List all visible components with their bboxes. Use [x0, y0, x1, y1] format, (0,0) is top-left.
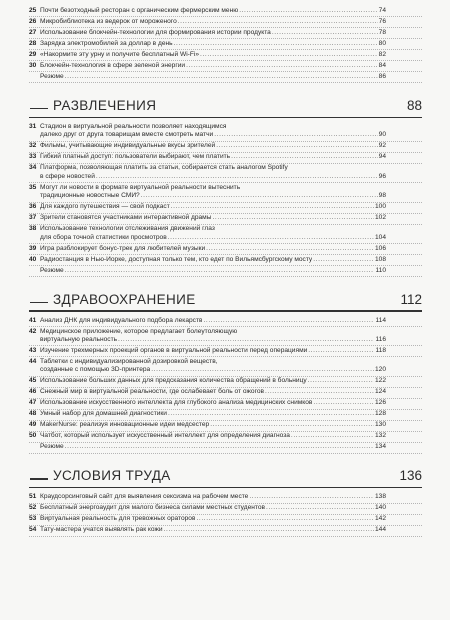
entry-page-number: 98 [378, 192, 386, 200]
entry-number: 50 [29, 432, 37, 440]
toc-entry[interactable] [29, 358, 386, 375]
entry-title: Стадион в виртуальной реальности позволяет находящимся [40, 123, 227, 130]
dot-leader [308, 377, 374, 385]
dot-leader [210, 421, 374, 429]
entry-title-line [40, 267, 386, 275]
entry-page-number: 80 [378, 40, 386, 47]
entry-page-number: 86 [378, 73, 386, 80]
entry-title-line [40, 51, 386, 59]
entry-page-number: 138 [374, 493, 386, 501]
dot-leader [141, 192, 378, 200]
entry-number: 33 [29, 153, 37, 161]
entry-title: Использование блокчейн-технологии для формирования истории продукта [40, 29, 271, 36]
dot-leader [186, 62, 378, 70]
dot-leader [196, 515, 374, 523]
entry-title-line [40, 164, 386, 172]
entry-title-line [40, 153, 386, 161]
dot-leader [272, 29, 378, 37]
entry-number: 27 [29, 29, 37, 36]
section-heading[interactable] [29, 98, 422, 118]
entry-title-line [40, 225, 386, 233]
section-title: УСЛОВИЯ ТРУДА [53, 468, 171, 484]
entry-page-number: 114 [375, 316, 386, 324]
entry-page-number: 140 [374, 504, 386, 512]
toc-entry[interactable] [29, 164, 386, 181]
entry-number: 53 [29, 515, 37, 523]
toc-entry[interactable] [29, 18, 386, 26]
entry-title-line [40, 399, 386, 407]
entry-title-line [40, 347, 386, 355]
dot-leader [171, 203, 374, 211]
entry-page-number: 110 [375, 266, 386, 274]
entry-title: Использование технологии отслеживания движений глаз [40, 225, 215, 233]
entry-title-line [40, 214, 386, 222]
entry-number: 49 [29, 421, 37, 429]
entry-number: 51 [29, 493, 37, 501]
entry-number: 29 [29, 51, 37, 58]
dot-leader [212, 214, 374, 222]
entry-title: Микробиблиотека из ведерок от мороженого [40, 18, 177, 25]
entry-number: 35 [29, 183, 37, 191]
entry-title: MakerNurse: реализуя инновационные идеи медсестер [40, 421, 210, 429]
dot-leader [164, 526, 374, 534]
toc-entry[interactable] [29, 316, 386, 325]
entry-page-number: 120 [374, 366, 386, 374]
entry-title: Медицинское приложение, которое предлагает болеутоляющую [40, 327, 238, 335]
entry-title-line [40, 142, 386, 150]
entry-title-line [40, 131, 386, 139]
entry-page-number: 118 [375, 347, 386, 354]
entry-page-number: 126 [374, 399, 386, 407]
entry-page-number: 92 [378, 142, 386, 150]
entry-number: 31 [29, 123, 37, 130]
entry-title: «Накормите эту урну и получите бесплатный Wi-Fi» [40, 51, 200, 58]
dot-leader [65, 443, 374, 451]
entry-title: Могут ли новости в формате виртуальной реальности вытеснить [40, 183, 241, 191]
entry-title: Резюме [40, 266, 64, 274]
heading-dash [30, 478, 48, 479]
entry-title: Для каждого путешествия — свой подкаст [40, 203, 170, 211]
entry-divider [29, 453, 422, 454]
toc-entry[interactable] [29, 29, 386, 37]
entry-number: 38 [29, 225, 37, 233]
entry-title: Краудсорсинговый сайт для выявления сексизма на рабочем месте [40, 493, 249, 501]
entry-title-line [40, 73, 386, 81]
entry-page-number: 82 [378, 51, 386, 58]
entry-title: Гибкий платный доступ: пользователи выбирают, чем платить [40, 153, 231, 161]
entry-title-line [40, 256, 386, 264]
toc-entry[interactable] [29, 347, 386, 355]
entry-title-line [40, 377, 386, 385]
summary-entry[interactable] [40, 443, 386, 451]
toc-entry[interactable] [29, 377, 386, 385]
heading-dash [30, 302, 48, 303]
dot-leader [313, 399, 374, 407]
entry-page-number: 142 [374, 515, 386, 523]
entry-title-line [40, 358, 386, 366]
section-page-number: 136 [399, 468, 422, 484]
entry-title-line [40, 123, 386, 131]
entry-title-line [40, 7, 386, 15]
toc-entry[interactable] [29, 153, 386, 161]
dot-leader [168, 410, 374, 418]
dot-leader [200, 51, 378, 59]
entry-title-line [40, 432, 386, 440]
entry-title: Использование больших данных для предсказания количества обращений в больницу [40, 377, 307, 385]
toc-entry[interactable] [29, 225, 386, 242]
dot-leader [214, 131, 377, 139]
entry-title-line [40, 184, 386, 192]
toc-entry[interactable] [29, 515, 386, 523]
entry-title: Снежный мир в виртуальной реальности, где ослабевает боль от ожогов [40, 388, 264, 396]
entry-title: Зрители становятся участниками интерактивной драмы [40, 214, 212, 222]
entry-page-number: 76 [378, 18, 386, 25]
entry-number: 44 [29, 358, 37, 365]
entry-title-line [40, 493, 386, 501]
toc-entry[interactable] [29, 244, 386, 253]
entry-title: Резюме [40, 73, 64, 80]
entry-title-line [40, 173, 386, 181]
entry-number: 34 [29, 164, 37, 172]
toc-entry[interactable] [29, 327, 386, 345]
toc-entry[interactable] [29, 388, 386, 396]
toc-entry[interactable] [29, 142, 386, 150]
entry-title-line [40, 234, 386, 242]
entry-page-number: 124 [374, 388, 386, 396]
entry-page-number: 74 [378, 7, 386, 14]
dot-leader [65, 267, 375, 275]
entry-page-number: 132 [374, 432, 386, 440]
entry-page-number: 128 [374, 410, 386, 418]
toc-entry[interactable] [29, 410, 386, 418]
entry-divider [29, 276, 422, 277]
entry-title: Почти безотходный ресторан с органическим фермерским меню [40, 7, 239, 14]
entry-title-line [40, 504, 386, 512]
entry-page-number: 144 [374, 526, 386, 534]
dot-leader [65, 73, 378, 81]
entry-title-line [40, 192, 386, 200]
entry-title-line [40, 526, 386, 534]
entry-page-number: 102 [374, 214, 386, 222]
entry-title: Бесплатный энергоаудит для малого бизнеса силами местных студентов [40, 504, 266, 512]
entry-title: Анализ ДНК для индивидуального подбора лекарств [40, 316, 203, 324]
entry-title-line [40, 336, 386, 344]
entry-number: 46 [29, 388, 37, 396]
entry-title-line [40, 388, 386, 396]
dot-leader [231, 153, 378, 161]
entry-title-line [40, 515, 386, 523]
entry-page-number: 116 [375, 336, 386, 343]
entry-page-number: 106 [374, 244, 386, 252]
entry-title: Таблетки с индивидуализированной дозировкой веществ, [40, 358, 218, 365]
entry-number: 30 [29, 62, 37, 69]
dot-leader [203, 317, 374, 325]
toc-entry[interactable] [29, 51, 386, 59]
toc-entry[interactable] [29, 214, 386, 222]
entry-title-line [40, 410, 386, 418]
dot-leader [291, 432, 374, 440]
entry-title: Изучение трехмерных проекций органов в виртуальной реальности перед операциями [40, 347, 308, 354]
dot-leader [265, 388, 374, 396]
entry-title: для сбора точной статистики просмотров [40, 233, 167, 241]
entry-title-line [40, 18, 386, 26]
heading-dash [30, 108, 48, 109]
entry-page-number: 122 [374, 377, 386, 385]
entry-number: 28 [29, 40, 37, 47]
entry-title-line [40, 40, 386, 48]
entry-page-number: 134 [374, 443, 386, 451]
entry-title: Чатбот, который использует искусственный интеллект для определения диагноза [40, 432, 290, 440]
dot-leader [178, 18, 378, 26]
entry-page-number: 130 [374, 421, 386, 429]
entry-number: 26 [29, 18, 37, 25]
dot-leader [249, 493, 374, 501]
entry-number: 41 [29, 316, 37, 324]
entry-title-line [40, 203, 386, 211]
toc-entry[interactable] [29, 40, 386, 48]
entry-divider [29, 536, 422, 537]
entry-title: далеко друг от друга товарищам вместе смотреть матчи [40, 131, 214, 139]
entry-number: 54 [29, 526, 37, 534]
entry-page-number: 100 [374, 203, 386, 211]
dot-leader [96, 173, 378, 181]
section-heading[interactable] [29, 292, 422, 312]
entry-divider [29, 82, 422, 83]
entry-title: Виртуальная реальность для тревожных ораторов [40, 515, 196, 523]
section-heading[interactable] [29, 468, 422, 488]
toc-entry[interactable] [29, 203, 386, 211]
toc-entry[interactable] [29, 123, 386, 140]
toc-entry[interactable] [29, 526, 386, 534]
entry-title: Фильмы, учитывающие индивидуальные вкусы зрителей [40, 142, 216, 150]
entry-number: 40 [29, 255, 37, 263]
entry-title: Платформа, позволяющая платить за статьи, собирается стать аналогом Spotify [40, 164, 288, 172]
toc-entry[interactable] [29, 399, 386, 407]
toc-entry[interactable] [29, 255, 386, 264]
dot-leader [239, 7, 377, 15]
entry-title: в сфере новостей [40, 172, 95, 180]
entry-title: Игра разблокирует бонус-трек для любителей музыки [40, 244, 206, 252]
entry-number: 47 [29, 399, 37, 407]
dot-leader [206, 245, 374, 253]
dot-leader [313, 256, 374, 264]
entry-title: Блокчейн-технология в сфере зеленой энергии [40, 62, 186, 69]
entry-title-line [40, 443, 386, 451]
entry-title: Зарядка электромобилей за доллар в день [40, 40, 173, 47]
entry-title: созданные с помощью 3D-принтера [40, 366, 151, 374]
summary-entry[interactable] [40, 267, 386, 275]
section-title: РАЗВЛЕЧЕНИЯ [53, 98, 157, 113]
dot-leader [118, 336, 374, 344]
dot-leader [151, 366, 374, 374]
entry-title: Умный набор для домашней диагностики [40, 410, 167, 418]
entry-number: 48 [29, 410, 37, 418]
entry-title: традиционные новостные СМИ? [40, 192, 140, 200]
dot-leader [308, 347, 374, 355]
entry-number: 36 [29, 203, 37, 211]
entry-page-number: 78 [378, 29, 386, 36]
heading-rule [29, 117, 422, 118]
toc-entry[interactable] [29, 183, 386, 201]
dot-leader [266, 504, 374, 512]
entry-number: 45 [29, 377, 37, 385]
heading-rule [29, 487, 422, 488]
entry-number: 25 [29, 7, 37, 14]
entry-number: 39 [29, 244, 37, 252]
entry-number: 43 [29, 347, 37, 354]
entry-page-number: 90 [378, 131, 386, 139]
entry-title: Тату-мастера учатся выявлять рак кожи [40, 526, 163, 534]
entry-title: Радиостанция в Нью-Йорке, доступная только тем, кто едет по Вильямсбургскому мосту [40, 255, 313, 263]
entry-title-line [40, 366, 386, 374]
entry-number: 52 [29, 504, 37, 512]
entry-title-line [40, 29, 386, 37]
heading-rule [29, 310, 422, 311]
section-page-number: 88 [406, 98, 422, 113]
entry-title: виртуальную реальность [40, 336, 118, 343]
entry-page-number: 96 [378, 172, 386, 180]
dot-leader [174, 40, 378, 48]
entry-number: 42 [29, 327, 37, 335]
toc-entry[interactable] [29, 62, 386, 70]
entry-page-number: 94 [378, 153, 386, 161]
toc-entry[interactable] [29, 493, 386, 501]
entry-page-number: 108 [374, 255, 386, 263]
entry-number: 32 [29, 142, 37, 150]
toc-entry[interactable] [29, 421, 386, 429]
dot-leader [216, 142, 377, 150]
entry-number: 37 [29, 214, 37, 222]
section-page-number: 112 [400, 291, 422, 307]
entry-title-line [40, 62, 386, 70]
toc-entry[interactable] [29, 504, 386, 512]
section-title: ЗДРАВООХРАНЕНИЕ [53, 291, 196, 307]
entry-page-number: 84 [378, 62, 386, 69]
entry-page-number: 104 [374, 233, 386, 241]
entry-title: Резюме [40, 443, 64, 451]
entry-title: Использование искусственного интеллекта для глубокого анализа медицинских снимков [40, 399, 313, 407]
toc-entry[interactable] [29, 432, 386, 440]
toc-entry[interactable] [29, 7, 386, 15]
entry-title-line [40, 317, 386, 325]
entry-title-line [40, 328, 386, 336]
summary-entry[interactable] [40, 73, 386, 81]
entry-title-line [40, 245, 386, 253]
dot-leader [168, 234, 374, 242]
entry-title-line [40, 421, 386, 429]
